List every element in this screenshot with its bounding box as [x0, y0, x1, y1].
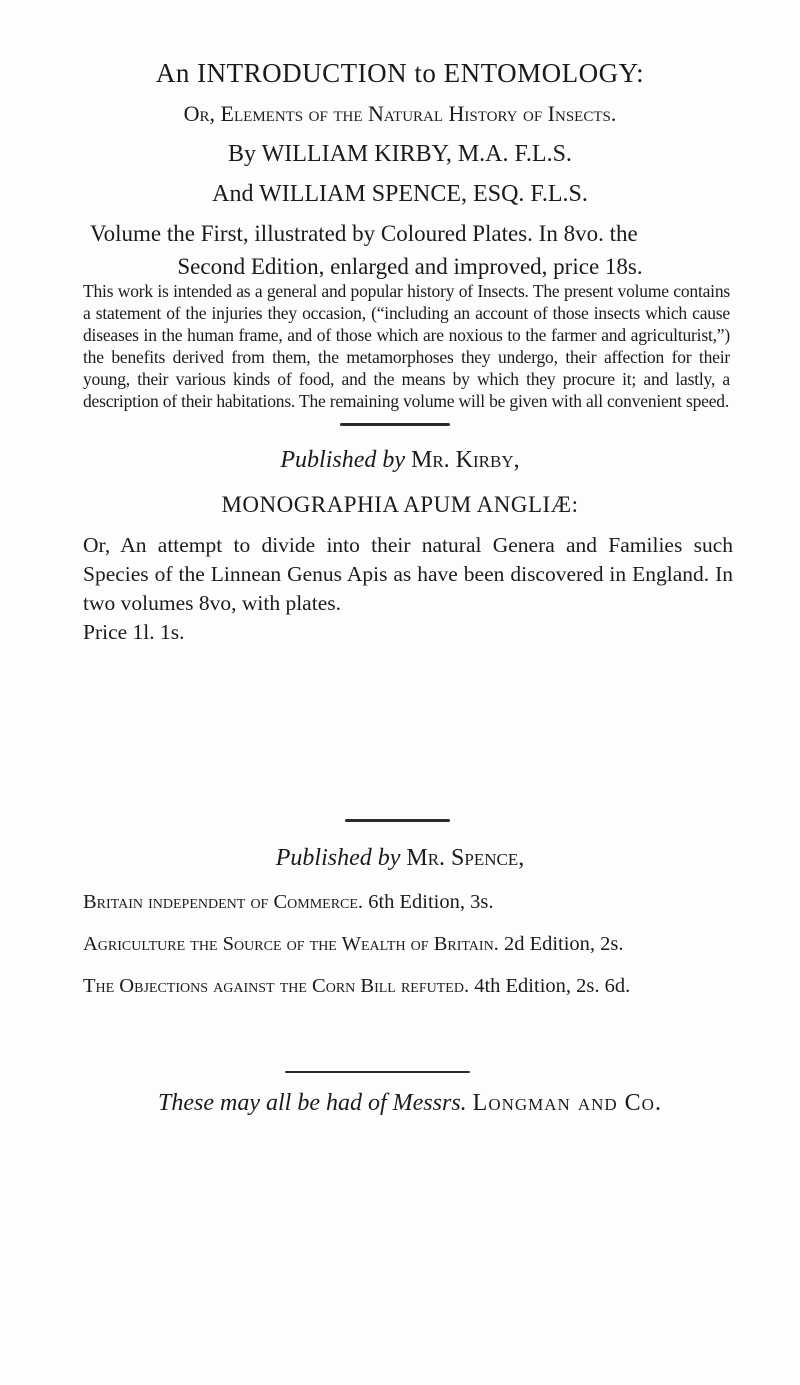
divider-rule — [345, 819, 450, 822]
work-title: The Objections against the Corn Bill refuted. — [83, 975, 470, 997]
list-item — [83, 888, 733, 917]
published-by-kirby — [40, 447, 760, 474]
spence-works-list — [83, 888, 733, 1014]
page-subtitle: Or, Elements of the Natural History of Insects. — [183, 101, 617, 126]
author-kirby: By WILLIAM KIRBY, M.A. F.L.S. — [228, 141, 572, 167]
work-description: This work is intended as a general and popular history of Insects. The present volume contains a statement of the injuries they occasion, (“including an account of those insects which cause diseases in the human frame, and of those which are noxious to the farmer and agriculturist,”) the benefits derived from them, the metamorphoses they undergo, their affection for their young, their various kinds of food, and the means by which they procure it; and lastly, a description of their habitations. The remaining volume will be given with all convenient speed. — [83, 281, 730, 411]
footer-prefix: These may all be had of Messrs. — [158, 1090, 467, 1116]
volume-line-1: Volume the First, illustrated by Coloured Plates. In 8vo. the — [90, 221, 638, 246]
page-title: An INTRODUCTION to ENTOMOLOGY: — [155, 58, 645, 88]
list-item — [83, 972, 733, 1001]
published-prefix: Published by — [275, 845, 401, 871]
published-name: Mr. Kirby, — [411, 447, 520, 473]
published-by-spence — [40, 845, 760, 872]
work-edition: 6th Edition, 3s. — [368, 891, 494, 913]
divider-rule — [285, 1071, 470, 1073]
work-title: Agriculture the Source of the Wealth of Britain. — [83, 933, 499, 955]
footer-note — [70, 1090, 750, 1117]
published-name: Mr. Spence, — [406, 845, 525, 871]
monographia-price: Price 1l. 1s. — [83, 620, 185, 644]
volume-line-2: Second Edition, enlarged and improved, price 18s. — [177, 254, 643, 279]
publisher-name: Longman and Co. — [472, 1090, 662, 1116]
volume-info — [90, 217, 730, 283]
monographia-title: MONOGRAPHIA APUM ANGLIÆ: — [221, 492, 579, 517]
list-item — [83, 930, 733, 959]
monographia-text: Or, An attempt to divide into their natural Genera and Families such Species of the Linnean Genus Apis as have been discovered in England. In two volumes 8vo, with plates. — [83, 533, 733, 615]
monographia-description — [83, 531, 733, 647]
work-edition: 4th Edition, 2s. 6d. — [474, 975, 631, 997]
published-prefix: Published by — [280, 447, 405, 473]
work-edition: 2d Edition, 2s. — [503, 933, 624, 955]
author-spence: And WILLIAM SPENCE, ESQ. F.L.S. — [212, 181, 588, 207]
divider-rule — [340, 423, 450, 426]
work-title: Britain independent of Commerce. — [83, 891, 364, 913]
